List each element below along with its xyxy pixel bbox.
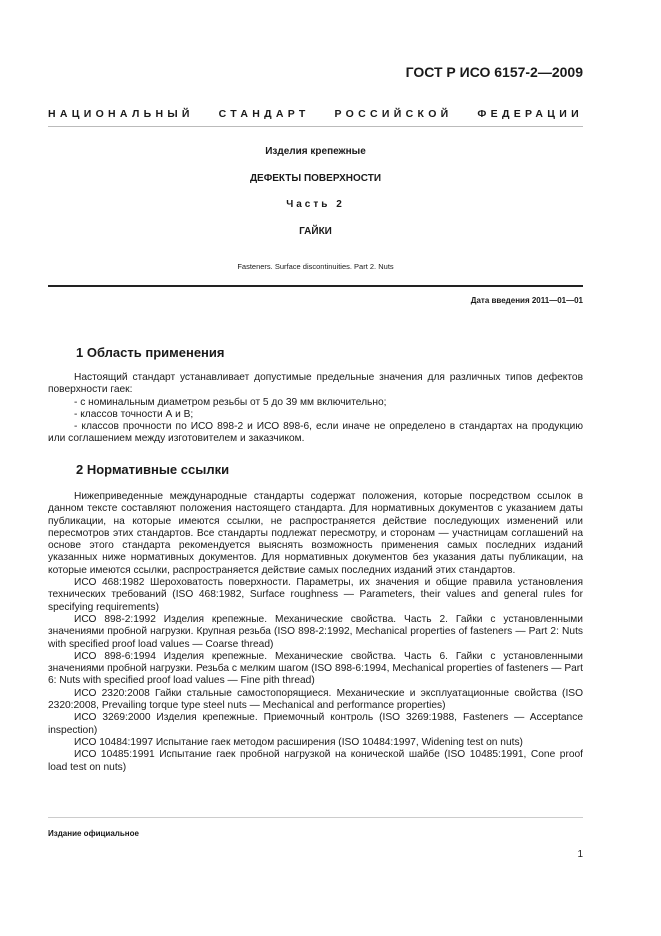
reference-item: ИСО 10485:1991 Испытание гаек пробной нагрузкой на конической шайбе (ISO 10485:1991, Cone proof load test on nuts) [48,749,583,773]
date-of-introduction: Дата введения 2011—01—01 [470,296,583,305]
banner-word: НАЦИОНАЛЬНЫЙ [48,108,194,120]
section-heading: 1 Область применения [76,345,225,360]
list-item: - классов точности А и В; [74,408,194,420]
paragraph: Настоящий стандарт устанавливает допустимые предельные значения для различных типов дефектов поверхности гаек: [48,372,583,396]
standard-designation: ГОСТ Р ИСО 6157-2—2009 [405,64,583,80]
title-subject: ГАЙКИ [299,226,332,237]
section-heading: 2 Нормативные ссылки [76,462,230,477]
page-number: 1 [577,849,583,860]
reference-item: ИСО 898-6:1994 Изделия крепежные. Механические свойства. Часть 6. Гайки с установленными значениями пробной нагрузки. Резьба с мелким шагом (ISO 898-6:1994, Mechanical properties of fasteners — Part 6: Nuts with specified proof load values — Fine pith thread) [48,650,583,687]
official-edition-note: Издание официальное [48,829,139,838]
reference-item: ИСО 468:1982 Шероховатость поверхности. Параметры, их значения и общие правила установления технических требований (ISO 468:1982, Surface roughness — Parameters, their values and general rules for specifying requirements) [48,577,583,613]
title-main: ДЕФЕКТЫ ПОВЕРХНОСТИ [249,173,382,184]
banner-word: ФЕДЕРАЦИИ [477,108,583,120]
reference-item: ИСО 898-2:1992 Изделия крепежные. Механические свойства. Часть 2. Гайки с установленными значениями пробной нагрузки. Крупная резьба (ISO 898-2:1992, Mechanical properties of fasteners — Part 2: Nuts with specified proof load values — Coarse thread) [48,613,583,650]
list-item: - с номинальным диаметром резьбы от 5 до 39 мм включительно; [74,396,387,408]
banner-word: РОССИЙСКОЙ [334,108,453,120]
section-body [48,372,583,446]
title-part: Часть 2 [286,199,345,210]
paragraph: Нижеприведенные международные стандарты содержат положения, которые посредством ссылок в данном тексте составляют положения настоящего стандарта. Для нормативных документов с указанием даты публикации, на которые имеются ссылки, не распространяется действие последующих изменений или пересмотров этих стандартов. Все стандарты подлежат пересмотру, и сторонам — участницам соглашений на основе этого стандарта рекомендуется выяснять возможность применения самых последних изданий указанных ниже нормативных документов. Для нормативных документов без указания даты публикации, на которые имеются ссылки, распространяется действие самых последних изданий этих стандартов. [48,491,583,576]
reference-item: ИСО 3269:2000 Изделия крепежные. Приемочный контроль (ISO 3269:1988, Fasteners — Acceptance inspection) [48,712,583,736]
divider [48,126,583,127]
divider-thick [48,285,583,287]
section-body [48,491,583,774]
list-item: - классов прочности по ИСО 898-2 и ИСО 898-6, если иначе не определено в стандартах на продукцию или соглашением между изготовителем и заказчиком. [48,421,583,445]
title-group: Изделия крепежные [265,146,366,157]
banner-word: СТАНДАРТ [218,108,310,120]
title-english: Fasteners. Surface discontinuities. Part 2. Nuts [237,262,394,271]
national-standard-banner [48,108,583,120]
reference-item: ИСО 10484:1997 Испытание гаек методом расширения (ISO 10484:1997, Widening test on nuts) [74,736,523,748]
divider [48,817,583,818]
reference-item: ИСО 2320:2008 Гайки стальные самостопорящиеся. Механические и эксплуатационные свойства (ISO 2320:2008, Prevailing torque type steel nuts — Mechanical and performance properties) [48,687,583,712]
